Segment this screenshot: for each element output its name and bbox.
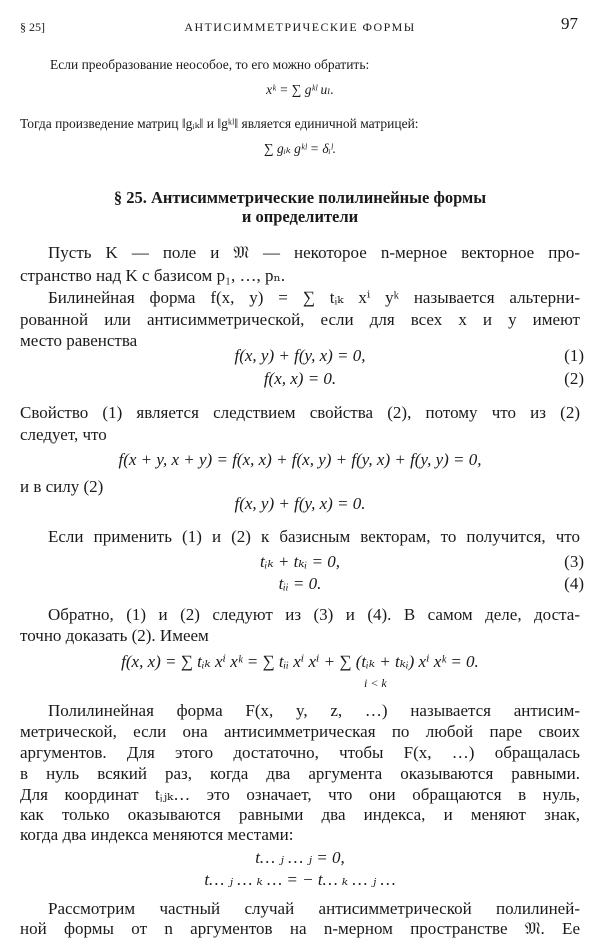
- equation-4: tᵢᵢ = 0.: [278, 574, 322, 593]
- p6-line-6: как только оказываются равными два индекса, и меняют знак,: [20, 805, 580, 824]
- equation-fxx: f(x, x) = ∑ tᵢₖ xⁱ xᵏ = ∑ tᵢᵢ xⁱ xⁱ + ∑ (tᵢₖ + tₖᵢ) xⁱ xᵏ = 0.: [121, 652, 479, 671]
- p6-line-2: метрической, если она антисимметрическая по любой паре своих: [20, 722, 580, 741]
- equation-3-number: (3): [564, 552, 584, 571]
- header-section: § 25]: [20, 20, 45, 34]
- equation-t2: t… ⱼ … ₖ … = − t… ₖ … ⱼ …: [204, 870, 396, 889]
- p6-line-3: аргументов. Для этого достаточно, чтобы F(x, …) обращалась: [20, 743, 580, 762]
- equation-2: f(x, x) = 0.: [263, 369, 337, 388]
- equation-fxx-subscript: i < k: [364, 676, 387, 690]
- p3-line-2: следует, что: [20, 425, 107, 444]
- page-number: 97: [561, 14, 578, 33]
- p6-line-7: когда два индекса меняются местами:: [20, 825, 294, 844]
- p1-line-1: Пусть K — поле и 𝔐 — некоторое n-мерное векторное про-: [48, 243, 580, 262]
- equation-t1: t… ⱼ … ⱼ = 0,: [255, 848, 345, 867]
- equation-4-number: (4): [564, 574, 584, 593]
- p3-line-3: и в силу (2): [20, 477, 104, 496]
- p5-line-2: точно доказать (2). Имеем: [20, 626, 209, 645]
- section-title-line-2: и определители: [241, 207, 359, 226]
- p1-line-2: странство над K с базисом p₁, …, pₙ.: [20, 266, 286, 285]
- equation-2-number: (2): [564, 369, 584, 388]
- p7-line-1: Рассмотрим частный случай антисимметрической полилиней-: [48, 899, 580, 918]
- equation-3: tᵢₖ + tₖᵢ = 0,: [260, 552, 340, 571]
- section-title-line-1: § 25. Антисимметрические полилинейные формы: [113, 188, 487, 207]
- intro-line-2: Тогда произведение матриц ‖gᵢₖ‖ и ‖gᵏˡ‖ является единичной матрицей:: [20, 116, 419, 131]
- equation-1: f(x, y) + f(y, x) = 0,: [234, 346, 366, 365]
- equation-1-number: (1): [564, 346, 584, 365]
- p6-line-5: Для координат tᵢⱼₖ… это означает, что они обращаются в нуль,: [20, 785, 580, 804]
- p2-line-2: рованной или антисимметрической, если для всех x и y имеют: [20, 310, 580, 329]
- running-title: АНТИСИММЕТРИЧЕСКИЕ ФОРМЫ: [184, 20, 416, 34]
- p2-line-3: место равенства: [20, 331, 138, 350]
- p3-line-1: Свойство (1) является следствием свойства (2), потому что из (2): [20, 403, 580, 422]
- p6-line-4: в нуль всякий раз, когда два аргумента оказываются равными.: [20, 764, 580, 783]
- equation-expansion: f(x + y, x + y) = f(x, x) + f(x, y) + f(y, x) + f(y, y) = 0,: [118, 450, 482, 469]
- p2-line-1: Билинейная форма f(x, y) = ∑ tᵢₖ xⁱ yᵏ называется альтерни-: [48, 288, 580, 307]
- intro-line-1: Если преобразование неособое, то его можно обратить:: [50, 57, 370, 72]
- p5-line-1: Обратно, (1) и (2) следуют из (3) и (4). В самом деле, доста-: [48, 605, 580, 624]
- intro-eq-1: xᵏ = ∑ gᵏˡ uₗ.: [266, 82, 334, 97]
- p7-line-2: ной формы от n аргументов на n-мерном пространстве 𝔐. Ее: [20, 919, 580, 938]
- intro-eq-2: ∑ gᵢₖ gᵏˡ = δᵢˡ.: [263, 141, 337, 156]
- equation-sum: f(x, y) + f(y, x) = 0.: [234, 494, 366, 513]
- p4-line-1: Если применить (1) и (2) к базисным векторам, то получится, что: [48, 527, 580, 546]
- p6-line-1: Полилинейная форма F(x, y, z, …) называется антисим-: [48, 701, 580, 720]
